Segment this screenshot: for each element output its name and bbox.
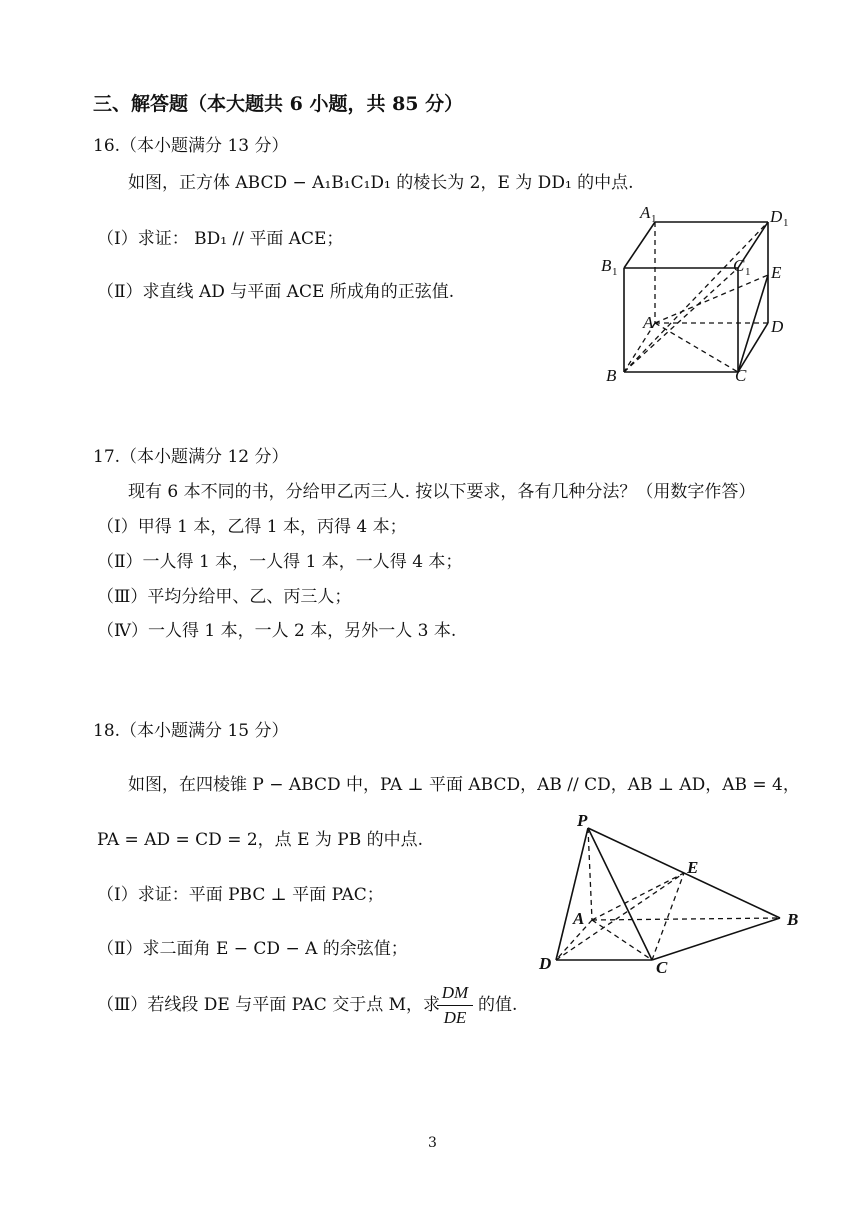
label-A1-sub: 1 [651,213,657,225]
label-D: D [771,317,784,336]
label-C1-sub: 1 [745,266,751,278]
q16-title: 16.（本小题满分 13 分） [93,136,289,156]
q18-part2: （Ⅱ）求二面角 E − CD − A 的余弦值； [97,939,408,959]
label-C2: C [656,958,668,977]
q18-part1: （Ⅰ）求证：平面 PBC ⊥ 平面 PAC； [97,885,384,905]
fraction-numerator: DM [441,983,469,1002]
q18-part3: （Ⅲ）若线段 DE 与平面 PAC 交于点 M，求 [97,995,441,1015]
q17-part4: （Ⅳ）一人得 1 本，一人 2 本，另外一人 3 本. [97,621,457,641]
label-E: E [771,263,782,282]
fraction-denominator: DE [443,1008,467,1027]
label-B: B [606,366,617,385]
label-B1: B [601,256,612,275]
label-E2: E [687,858,699,877]
q17-title: 17.（本小题满分 12 分） [93,447,289,467]
label-D2: D [539,954,552,973]
q17-part2: （Ⅱ）一人得 1 本，一人得 1 本，一人得 4 本； [97,552,463,572]
label-D1: D [770,207,783,226]
label-B2: B [787,910,799,929]
q16-part2: （Ⅱ）求直线 AD 与平面 ACE 所成角的正弦值. [97,282,455,302]
label-C: C [735,366,747,385]
page-number: 3 [428,1135,437,1151]
q16-stem: 如图，正方体 ABCD − A₁B₁C₁D₁ 的棱长为 2，E 为 DD₁ 的中点. [128,173,634,193]
q18-title: 18.（本小题满分 15 分） [93,721,289,741]
q18-stem2: PA = AD = CD = 2，点 E 为 PB 的中点. [97,830,424,850]
label-B1-sub: 1 [612,266,618,278]
q18-part3-tail: 的值. [478,995,518,1015]
q17-part1: （Ⅰ）甲得 1 本，乙得 1 本，丙得 4 本； [97,517,407,537]
label-A1: A [640,203,651,222]
q17-stem: 现有 6 本不同的书，分给甲乙丙三人. 按以下要求，各有几种分法？（用数字作答） [128,482,756,502]
label-A2: A [573,909,585,928]
section-header: 三、解答题（本大题共 6 小题，共 85 分） [93,93,464,115]
label-A: A [643,313,654,332]
q18-stem1: 如图，在四棱锥 P − ABCD 中，PA ⊥ 平面 ABCD，AB // CD，AB ⊥ AD，AB = 4， [128,775,800,795]
label-P: P [577,811,588,830]
q16-part1: （Ⅰ）求证： BD₁ // 平面 ACE； [97,229,344,249]
label-C1: C [733,256,745,275]
q17-part3: （Ⅲ）平均分给甲、乙、丙三人； [97,587,352,607]
label-D1-sub: 1 [783,217,789,229]
